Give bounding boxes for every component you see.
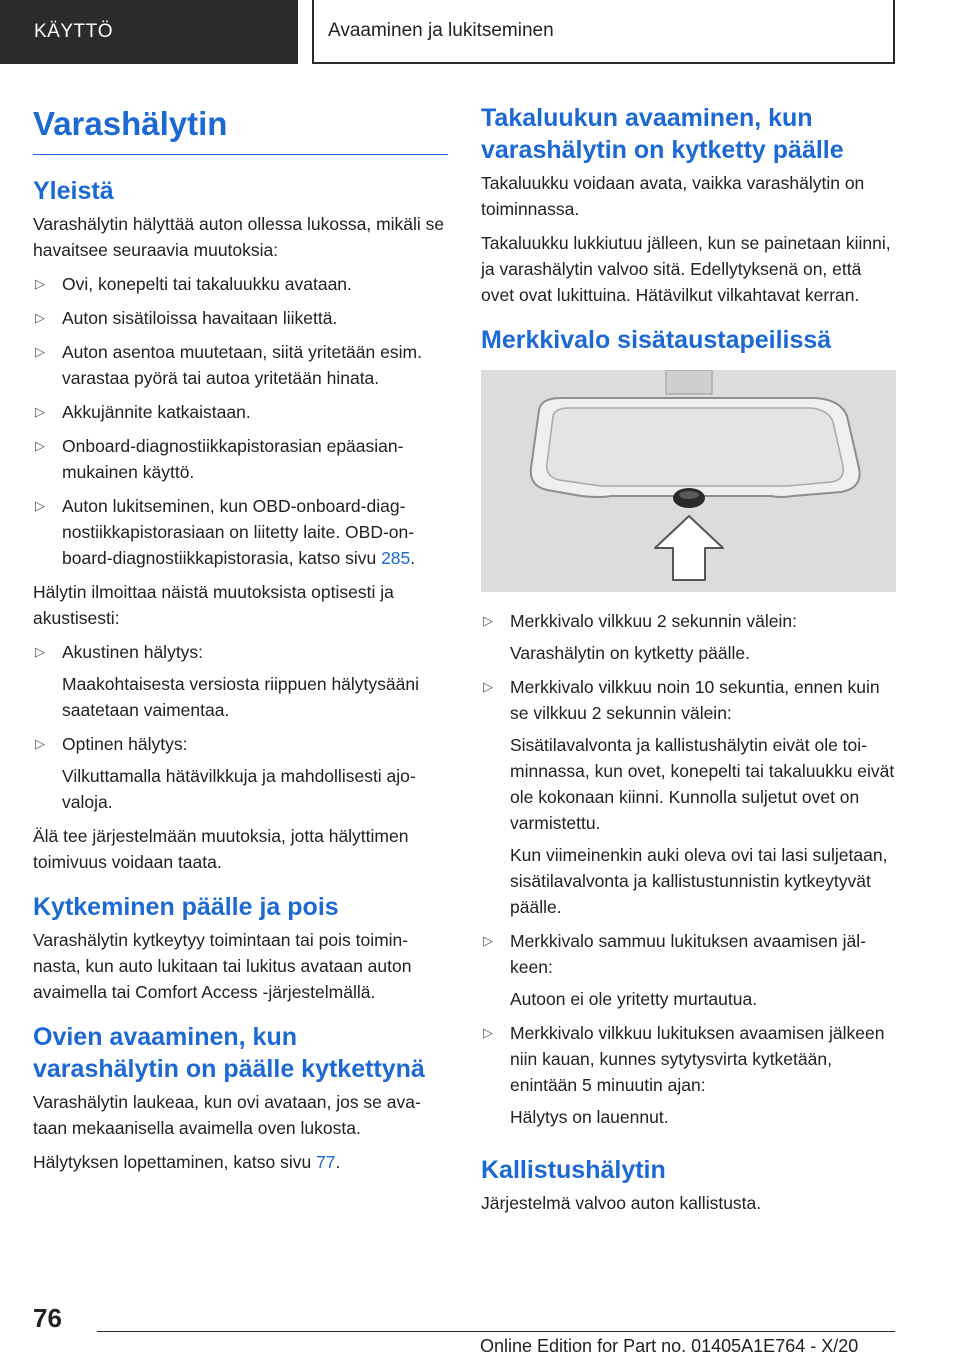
heading-takaluukku: Takaluukun avaaminen, kun varashälytin on kytketty päälle	[481, 104, 844, 164]
triangle-bullet-icon: ▷	[35, 498, 45, 513]
change-list	[33, 271, 448, 571]
triangle-bullet-icon: ▷	[35, 736, 45, 751]
triangle-bullet-icon: ▷	[35, 644, 45, 659]
header-section-label: KÄYTTÖ	[34, 21, 114, 42]
list-item: ▷ Auton asentoa muutetaan, siitä yritetään esim. varastaa pyörä tai autoa yritetään hinata.	[33, 339, 448, 391]
triangle-bullet-icon: ▷	[35, 276, 45, 291]
heading-yleista: Yleistä	[33, 177, 114, 205]
right-column	[481, 96, 896, 1224]
kallistus-text: Järjestelmä valvoo auton kallistusta.	[481, 1193, 762, 1213]
takaluukku-p2: Takaluukku lukkiutuu jälleen, kun se painetaan kiinni, ja varashälytin valvoo sitä. Edellytyksenä on, että ovet ovat lukittuina. Hätävilkut vilkahtavat kerran.	[481, 233, 891, 305]
triangle-bullet-icon: ▷	[35, 310, 45, 325]
page-title: Varashälytin	[33, 102, 448, 155]
triangle-bullet-icon: ▷	[35, 344, 45, 359]
list-item: ▷ Merkkivalo vilkkuu lukituksen avaamisen jälkeen niin kauan, kunnes sytytysvirta kytketään, enintään 5 minuutin ajan: Hälytys on lauennut.	[481, 1020, 896, 1130]
list-item: ▷ Onboard-diagnostiikkapistorasian epäasianmukainen käyttö.	[33, 433, 448, 485]
page-number: 76	[33, 1303, 62, 1333]
list-item: ▷ Merkkivalo vilkkuu noin 10 sekuntia, ennen kuin se vilkkuu 2 sekunnin välein: Sisätilavalvonta ja kallistushälytin eivät ole toiminnassa, kun ovet, konepelti tai takaluukku eivät ole kokonaan kiinni. Kunnolla suljetut ovet on varmistettu. Kun viimeinenkin auki oleva ovi tai lasi suljetaan, sisätilavalvonta ja kallistustunnistin kytkeytyvät päälle.	[481, 674, 896, 920]
list-item: ▷ Auton lukitseminen, kun OBD-onboard-diagnostiikkapistorasiaan on liitetty laite. OBD-onboard-diagnostiikkapistorasia, katso sivu 285.	[33, 493, 448, 571]
triangle-bullet-icon: ▷	[483, 679, 493, 694]
header-chapter-label: Avaaminen ja lukitseminen	[328, 20, 554, 41]
page-link-285[interactable]: 285	[381, 548, 411, 568]
heading-kytkeminen: Kytkeminen päälle ja pois	[33, 893, 339, 921]
triangle-bullet-icon: ▷	[483, 613, 493, 628]
notify-text: Hälytin ilmoittaa näistä muutoksista optisesti ja akustisesti:	[33, 582, 394, 628]
heading-kallistus: Kallistushälytin	[481, 1156, 666, 1184]
takaluukku-p1: Takaluukku voidaan avata, vaikka varashälytin on toiminnassa.	[481, 173, 865, 219]
list-item: ▷ Merkkivalo vilkkuu 2 sekunnin välein: Varashälytin on kytketty päälle.	[481, 608, 896, 666]
yleista-intro: Varashälytin hälyttää auton ollessa lukossa, mikäli se havaitsee seuraavia muutoksia:	[33, 214, 445, 260]
list-item: ▷ Akkujännite katkaistaan.	[33, 399, 448, 425]
page-link-77[interactable]: 77	[316, 1152, 336, 1172]
list-item: ▷ Auton sisätiloissa havaitaan liikettä.	[33, 305, 448, 331]
triangle-bullet-icon: ▷	[35, 438, 45, 453]
kytkeminen-text: Varashälytin kytkeytyy toimintaan tai pois toiminnasta, kun auto lukitaan tai lukitus avataan auton avaimella tai Comfort Access -järjestelmällä.	[33, 930, 412, 1002]
left-column	[33, 96, 448, 1183]
rearview-mirror-image	[481, 370, 896, 592]
heading-merkkivalo: Merkkivalo sisätaustapeilissä	[481, 326, 832, 354]
list-item: ▷ Ovi, konepelti tai takaluukku avataan.	[33, 271, 448, 297]
triangle-bullet-icon: ▷	[35, 404, 45, 419]
header-section	[0, 0, 298, 64]
indicator-list	[481, 608, 896, 1130]
heading-ovien-avaaminen: Ovien avaaminen, kun varashälytin on päälle kytkettynä	[33, 1023, 425, 1083]
header-chapter	[312, 0, 895, 64]
ovien-stop-text: Hälytyksen lopettaminen, katso sivu 77.	[33, 1152, 341, 1172]
triangle-bullet-icon: ▷	[483, 1025, 493, 1040]
footer-divider	[97, 1331, 895, 1332]
triangle-bullet-icon: ▷	[483, 933, 493, 948]
list-item: ▷ Akustinen hälytys: Maakohtaisesta versiosta riippuen hälytysääni saatetaan vaimentaa.	[33, 639, 448, 723]
alarm-list	[33, 639, 448, 815]
list-item: ▷ Optinen hälytys: Vilkuttamalla hätävilkkuja ja mahdollisesti ajovaloja.	[33, 731, 448, 815]
ovien-text: Varashälytin laukeaa, kun ovi avataan, jos se avataan mekaanisella avaimella oven lukosta.	[33, 1092, 421, 1138]
list-item: ▷ Merkkivalo sammuu lukituksen avaamisen jälkeen: Autoon ei ole yritetty murtautua.	[481, 928, 896, 1012]
edition-text: Online Edition for Part no. 01405A1E764 - X/20	[480, 1336, 859, 1356]
warning-text: Älä tee järjestelmään muutoksia, jotta hälyttimen toimivuus voidaan taata.	[33, 826, 409, 872]
